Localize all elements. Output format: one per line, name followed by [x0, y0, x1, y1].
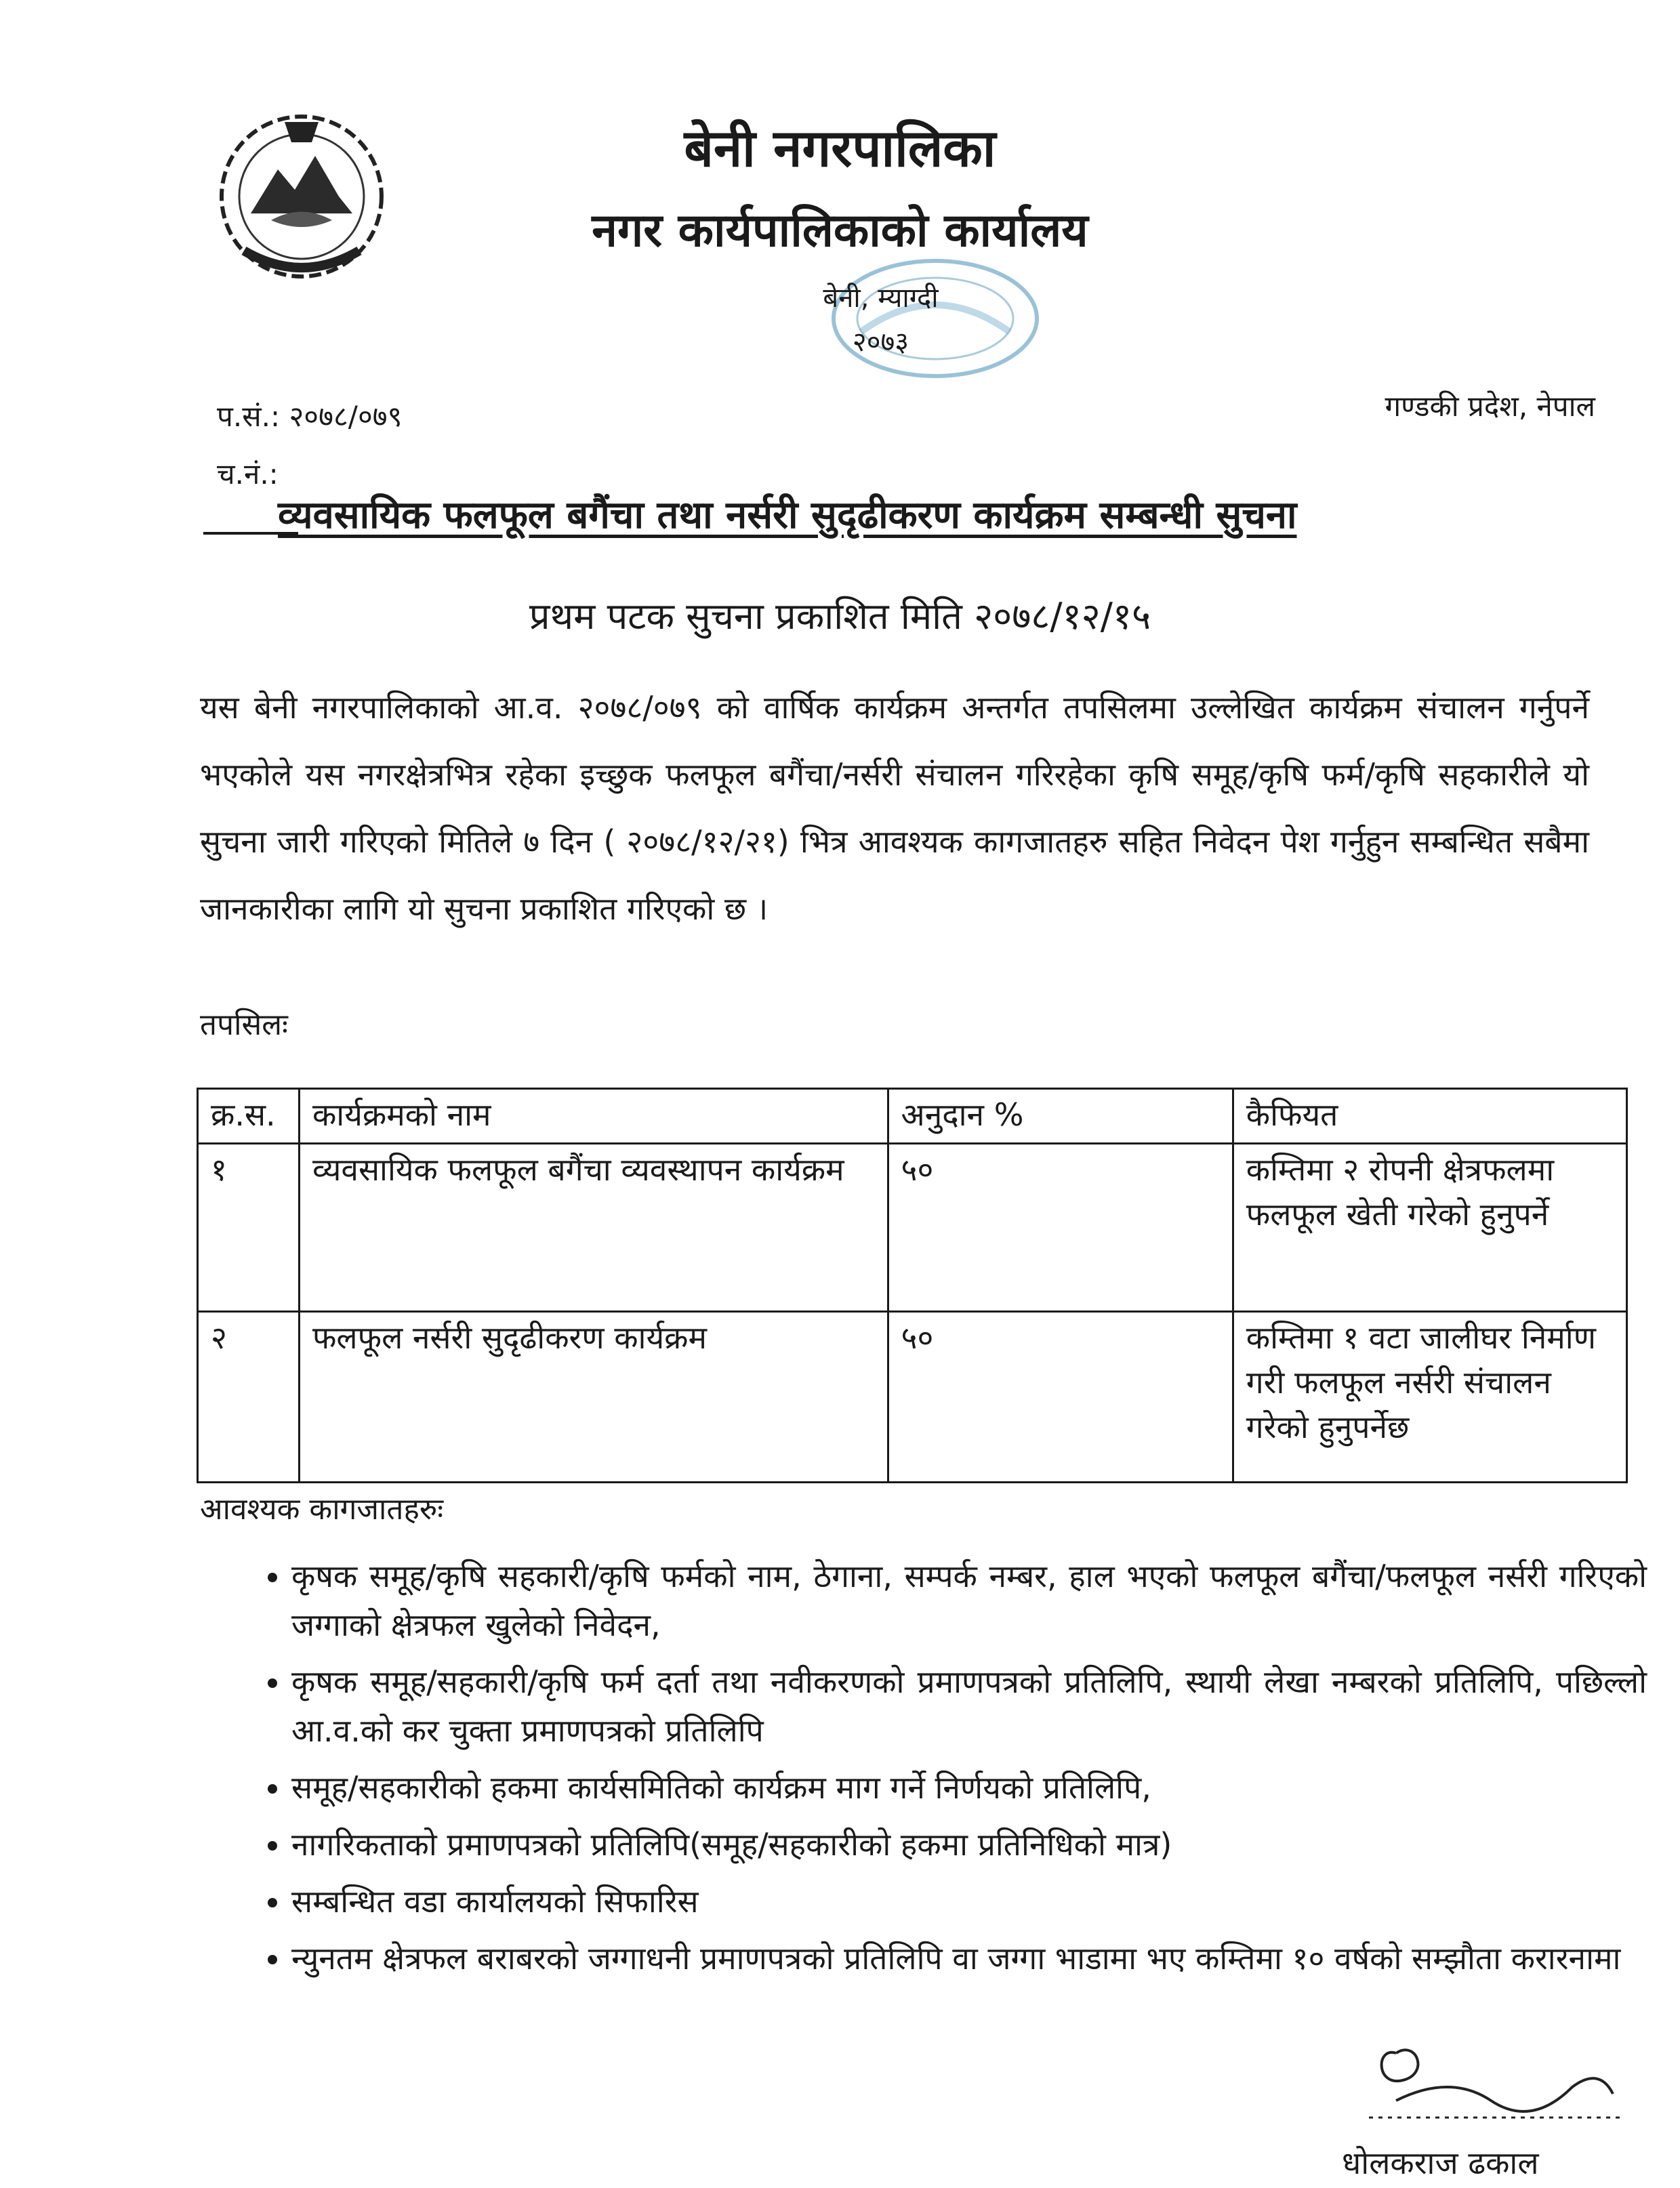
details-label: तपसिलः — [200, 1008, 288, 1042]
reference-number: प.सं.: २०७८/०७९ — [217, 400, 403, 433]
programs-table — [197, 1088, 1628, 1483]
table-row — [198, 1312, 1627, 1483]
cell-serial: २ — [198, 1312, 300, 1483]
office-name-heading: बेनी नगरपालिका — [684, 118, 996, 178]
table-header-row — [198, 1089, 1627, 1144]
province-label: गण्डकी प्रदेश, नेपाल — [1385, 390, 1595, 423]
office-subtitle: नगर कार्यपालिकाको कार्यालय — [592, 204, 1088, 257]
cell-remarks: कम्तिमा १ वटा जालीघर निर्माण गरी फलफूल नर्सरी संचालन गरेको हुनुपर्नेछ — [1233, 1312, 1626, 1483]
header-serial: क्र.स. — [198, 1089, 300, 1144]
cell-program-name: फलफूल नर्सरी सुदृढीकरण कार्यक्रम — [299, 1312, 888, 1483]
list-item: • कृषक समूह/सहकारी/कृषि फर्म दर्ता तथा नवीकरणको प्रमाणपत्रको प्रतिलिपि, स्थायी लेखा नम्बरको प्रतिलिपि, पछिल्लो आ.व.को कर चुक्ता प्रमाणपत्रको प्रतिलिपि — [291, 1657, 1647, 1755]
notice-body-paragraph: यस बेनी नगरपालिकाको आ.व. २०७८/०७९ को वार्षिक कार्यक्रम अन्तर्गत तपसिलमा उल्लेखित कार्यक्रम संचालन गर्नुपर्ने भएकोले यस नगरक्षेत्रभित्र रहेका इच्छुक फलफूल बगैंचा/नर्सरी संचालन गरिरहेका कृषि समूह/कृषि फर्म/कृषि सहकारीले यो सुचना जारी गरिएको मितिले ७ दिन ( २०७८/१२/२१) भित्र आवश्यक कागजातहरु सहित निवेदन पेश गर्नुहुन सम्बन्धित सबैमा जानकारीका लागि यो सुचना प्रकाशित गरिएको छ । — [200, 689, 1589, 927]
list-item: • सम्बन्धित वडा कार्यालयको सिफारिस — [291, 1877, 1647, 1926]
dispatch-number: च.नं.: — [217, 457, 279, 491]
list-item: • न्युनतम क्षेत्रफल बराबरको जग्गाधनी प्रमाणपत्रको प्रतिलिपि वा जग्गा भाडामा भए कम्तिमा १० वर्षको सम्झौता करारनामा — [291, 1934, 1647, 1983]
cell-serial: १ — [198, 1144, 300, 1312]
required-documents-heading: आवश्यक कागजातहरुः — [200, 1492, 444, 1527]
list-item: • समूह/सहकारीको हकमा कार्यसमितिको कार्यक्रम माग गर्ने निर्णयको प्रतिलिपि, — [291, 1763, 1647, 1812]
cell-program-name: व्यवसायिक फलफूल बगैंचा व्यवस्थापन कार्यक्रम — [299, 1144, 888, 1312]
list-item: • कृषक समूह/कृषि सहकारी/कृषि फर्मको नाम, ठेगाना, सम्पर्क नम्बर, हाल भएको फलफूल बगैंचा/फलफूल नर्सरी गरिएको जग्गाको क्षेत्रफल खुलेको निवेदन, — [291, 1552, 1647, 1649]
signatory-name: धोलकराज ढकाल — [1342, 2145, 1539, 2181]
office-established-year: २०७३ — [852, 327, 909, 358]
header-program-name: कार्यक्रमको नाम — [299, 1089, 888, 1144]
notice-subject: व्यवसायिक फलफूल बगैंचा तथा नर्सरी सुदृढीकरण कार्यक्रम सम्बन्धी सुचना — [278, 493, 1297, 537]
office-address: बेनी, म्याग्दी — [823, 283, 939, 314]
publication-date-line: प्रथम पटक सुचना प्रकाशित मिति २०७८/१२/१५ — [529, 595, 1151, 638]
header-grant-percent: अनुदान % — [888, 1089, 1233, 1144]
list-item: • नागरिकताको प्रमाणपत्रको प्रतिलिपि(समूह/सहकारीको हकमा प्रतिनिधिको मात्र) — [291, 1820, 1647, 1869]
office-seal-stamp — [800, 251, 1071, 386]
cell-grant: ५० — [888, 1312, 1233, 1483]
required-documents-list — [244, 1552, 1647, 1991]
header-remarks: कैफियत — [1233, 1089, 1626, 1144]
cell-remarks: कम्तिमा २ रोपनी क्षेत्रफलमा फलफूल खेती गरेको हुनुपर्ने — [1233, 1144, 1626, 1312]
table-row — [198, 1144, 1627, 1312]
cell-grant: ५० — [888, 1144, 1233, 1312]
